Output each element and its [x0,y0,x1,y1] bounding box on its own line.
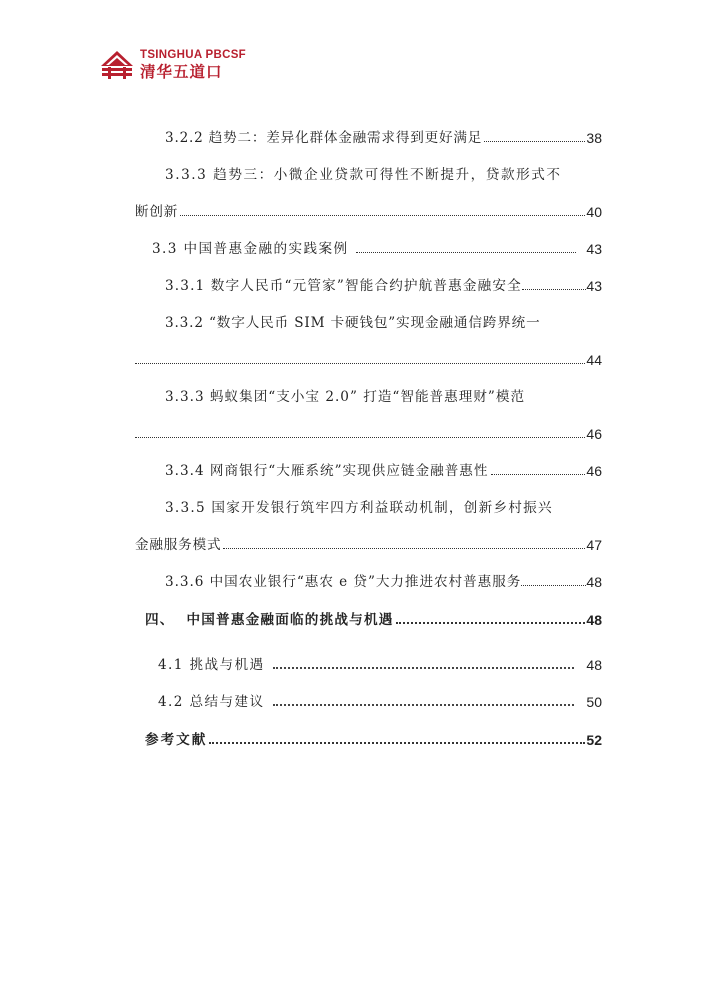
toc-entry-3-3-5-cont[interactable] [135,531,602,553]
toc-section-4-2[interactable] [158,688,602,710]
toc-entry-title: 参考文献 [145,732,208,748]
toc-leader-dots [356,252,576,253]
toc-entry-page: 46 [586,463,602,479]
toc-entry-page: 50 [586,694,602,710]
toc-entry-title-continued: 断创新 [135,204,179,220]
toc-entry-page: 48 [586,612,602,628]
toc-entry-title: 3.3.6 中国农业银行“惠农 e 贷”大力推进农村普惠服务 [165,574,522,590]
toc-leader-dots [396,622,586,624]
toc-leader-dots [180,215,585,216]
toc-entry-page: 47 [586,537,602,553]
toc-entry-3-3-3-ant[interactable] [165,383,602,405]
toc-leader-dots [135,363,585,364]
toc-leader-dots [273,667,575,669]
toc-entry-title: 3.3.3 蚂蚁集团“支小宝 2.0” 打造“智能普惠理财”模范 [165,389,526,405]
toc-references[interactable] [145,726,602,748]
toc-entry-title: 3.3.4 网商银行“大雁系统”实现供应链金融普惠性 [165,463,489,479]
toc-entry-title: 四、 中国普惠金融面临的挑战与机遇 [145,612,394,628]
toc-entry-title: 3.3.3 趋势三：小微企业贷款可得性不断提升，贷款形式不 [165,167,562,183]
toc-entry-page: 38 [586,130,602,146]
toc-entry-title-continued: 金融服务模式 [135,537,222,553]
toc-entry-3-3-2[interactable] [165,309,602,331]
toc-entry-page: 48 [586,574,602,590]
toc-entry-page: 46 [586,426,602,442]
toc-entry-title: 4.1 挑战与机遇 [158,657,265,673]
toc-section-3-3[interactable] [152,235,602,257]
toc-entry-3-2-2[interactable] [165,124,602,146]
toc-entry-page: 44 [586,352,602,368]
toc-entry-page: 48 [586,657,602,673]
toc-leader-dots [484,141,585,142]
toc-chapter-4[interactable] [145,606,602,628]
toc-entry-title: 3.2.2 趋势二：差异化群体金融需求得到更好满足 [165,130,483,146]
toc-entry-title: 4.2 总结与建议 [158,694,265,710]
toc-entry-3-3-3-trend[interactable] [165,161,602,183]
toc-entry-3-3-1[interactable] [165,272,602,294]
toc-entry-title: 3.3.5 国家开发银行筑牢四方利益联动机制，创新乡村振兴 [165,500,553,516]
toc-leader-dots [135,437,585,438]
toc-entry-title: 3.3.2 “数字人民币 SIM 卡硬钱包”实现金融通信跨界统一 [165,315,541,331]
toc-entry-page: 52 [586,732,602,748]
toc-entry-title: 3.3.1 数字人民币“元管家”智能合约护航普惠金融安全 [165,278,522,294]
toc-entry-3-3-4[interactable] [165,457,602,479]
toc-entry-3-3-3-trend-cont[interactable] [135,198,602,220]
toc-entry-page: 43 [586,278,602,294]
toc-leader-dots [273,704,575,706]
toc-entry-3-3-6[interactable] [165,568,602,590]
logo-english-text: TSINGHUA PBCSF [140,49,246,61]
toc-leader-dots [223,548,585,549]
logo-chinese-text: 清华五道口 [140,62,223,81]
toc-entry-title: 3.3 中国普惠金融的实践案例 [152,241,349,257]
toc-leader-dots [522,289,587,290]
toc-entry-page: 43 [586,241,602,257]
toc-entry-page: 40 [586,204,602,220]
toc-entry-3-3-5[interactable] [165,494,602,516]
toc-section-4-1[interactable] [158,651,602,673]
toc-leader-dots [209,742,585,744]
toc-leader-dots [491,474,586,475]
toc-leader-dots [521,585,586,586]
toc-entry-3-3-2-cont[interactable] [135,346,602,368]
toc-entry-3-3-3-ant-cont[interactable] [135,420,602,442]
